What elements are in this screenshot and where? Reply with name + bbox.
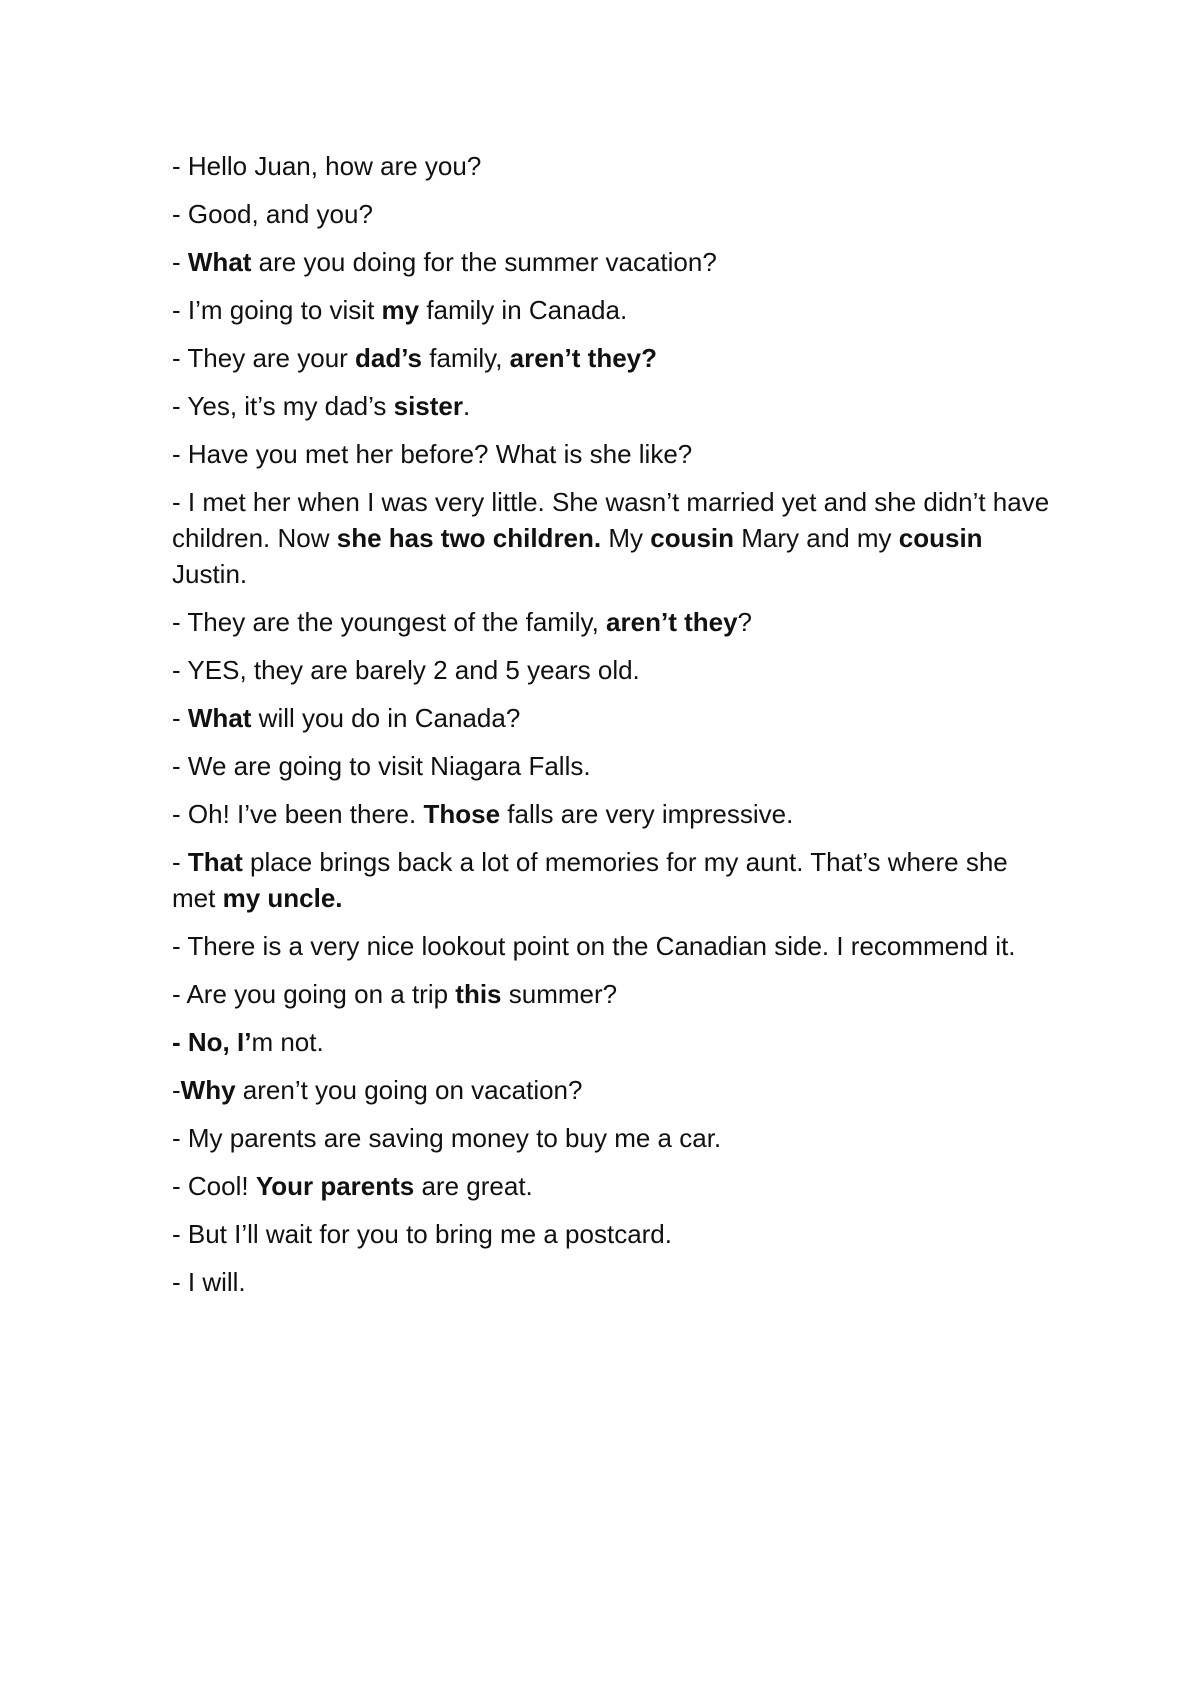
line-text: family in Canada.: [419, 295, 628, 325]
dialogue-line: [172, 1120, 1052, 1156]
bold-text: sister: [393, 391, 463, 421]
bold-text: aren’t they?: [509, 343, 658, 373]
dialogue-line: [172, 196, 1052, 232]
dialogue-line: [172, 1216, 1052, 1252]
dialogue-line: [172, 484, 1052, 592]
line-text: m not.: [251, 1027, 324, 1057]
line-text: - My parents are saving money to buy me a car.: [172, 1123, 722, 1153]
bold-text: Those: [423, 799, 501, 829]
line-text: - They are the youngest of the family,: [172, 607, 607, 637]
dialogue-line: [172, 292, 1052, 328]
bold-text: she has two children.: [336, 523, 602, 553]
line-text: - Yes, it’s my dad’s: [172, 391, 394, 421]
dialogue-line: [172, 436, 1052, 472]
dialogue-text: [172, 148, 1052, 1312]
line-text: - Cool!: [172, 1171, 256, 1201]
dialogue-line: [172, 388, 1052, 424]
bold-text: What: [187, 247, 252, 277]
dialogue-line: [172, 976, 1052, 1012]
dialogue-line: [172, 700, 1052, 736]
line-text: ?: [737, 607, 753, 637]
line-text: - I met her when I was very little. She wasn’t married yet and she didn’t have children. Now: [172, 487, 1050, 553]
line-text: - I’m going to visit: [172, 295, 382, 325]
line-text: - Oh! I’ve been there.: [172, 799, 424, 829]
line-text: - There is a very nice lookout point on the Canadian side. I recommend it.: [172, 931, 1016, 961]
line-text: - They are your: [172, 343, 356, 373]
bold-text: cousin: [898, 523, 983, 553]
line-text: .: [463, 391, 471, 421]
dialogue-line: [172, 1024, 1052, 1060]
line-text: My: [601, 523, 651, 553]
line-text: will you do in Canada?: [251, 703, 521, 733]
line-text: family,: [422, 343, 510, 373]
line-text: - Hello Juan, how are you?: [172, 151, 482, 181]
dialogue-line: [172, 340, 1052, 376]
bold-text: Your parents: [255, 1171, 415, 1201]
line-text: summer?: [501, 979, 618, 1009]
dialogue-line: [172, 148, 1052, 184]
bold-text: - No, I’: [172, 1027, 252, 1057]
line-text: -: [172, 703, 188, 733]
line-text: - We are going to visit Niagara Falls.: [172, 751, 591, 781]
line-text: - I will.: [172, 1267, 246, 1297]
line-text: aren’t you going on vacation?: [235, 1075, 583, 1105]
line-text: Justin.: [172, 559, 248, 589]
line-text: -: [172, 847, 188, 877]
dialogue-line: [172, 604, 1052, 640]
bold-text: What: [187, 703, 252, 733]
line-text: - Are you going on a trip: [172, 979, 456, 1009]
bold-text: my: [381, 295, 420, 325]
bold-text: cousin: [650, 523, 735, 553]
line-text: falls are very impressive.: [500, 799, 794, 829]
bold-text: Why: [180, 1075, 236, 1105]
line-text: -: [172, 1075, 181, 1105]
line-text: are great.: [414, 1171, 533, 1201]
dialogue-line: [172, 844, 1052, 916]
dialogue-line: [172, 796, 1052, 832]
line-text: - But I’ll wait for you to bring me a postcard.: [172, 1219, 672, 1249]
line-text: -: [172, 247, 188, 277]
dialogue-line: [172, 652, 1052, 688]
line-text: are you doing for the summer vacation?: [251, 247, 717, 277]
line-text: Mary and my: [734, 523, 899, 553]
dialogue-line: [172, 928, 1052, 964]
line-text: - YES, they are barely 2 and 5 years old.: [172, 655, 640, 685]
bold-text: my uncle.: [222, 883, 343, 913]
dialogue-line: [172, 244, 1052, 280]
dialogue-line: [172, 1072, 1052, 1108]
dialogue-line: [172, 748, 1052, 784]
bold-text: That: [187, 847, 243, 877]
dialogue-line: [172, 1264, 1052, 1300]
line-text: - Good, and you?: [172, 199, 373, 229]
bold-text: this: [455, 979, 502, 1009]
bold-text: dad’s: [355, 343, 422, 373]
bold-text: aren’t they: [606, 607, 738, 637]
dialogue-line: [172, 1168, 1052, 1204]
line-text: place brings back a lot of memories for my aunt. That’s where she met: [172, 847, 1008, 913]
line-text: - Have you met her before? What is she like?: [172, 439, 693, 469]
